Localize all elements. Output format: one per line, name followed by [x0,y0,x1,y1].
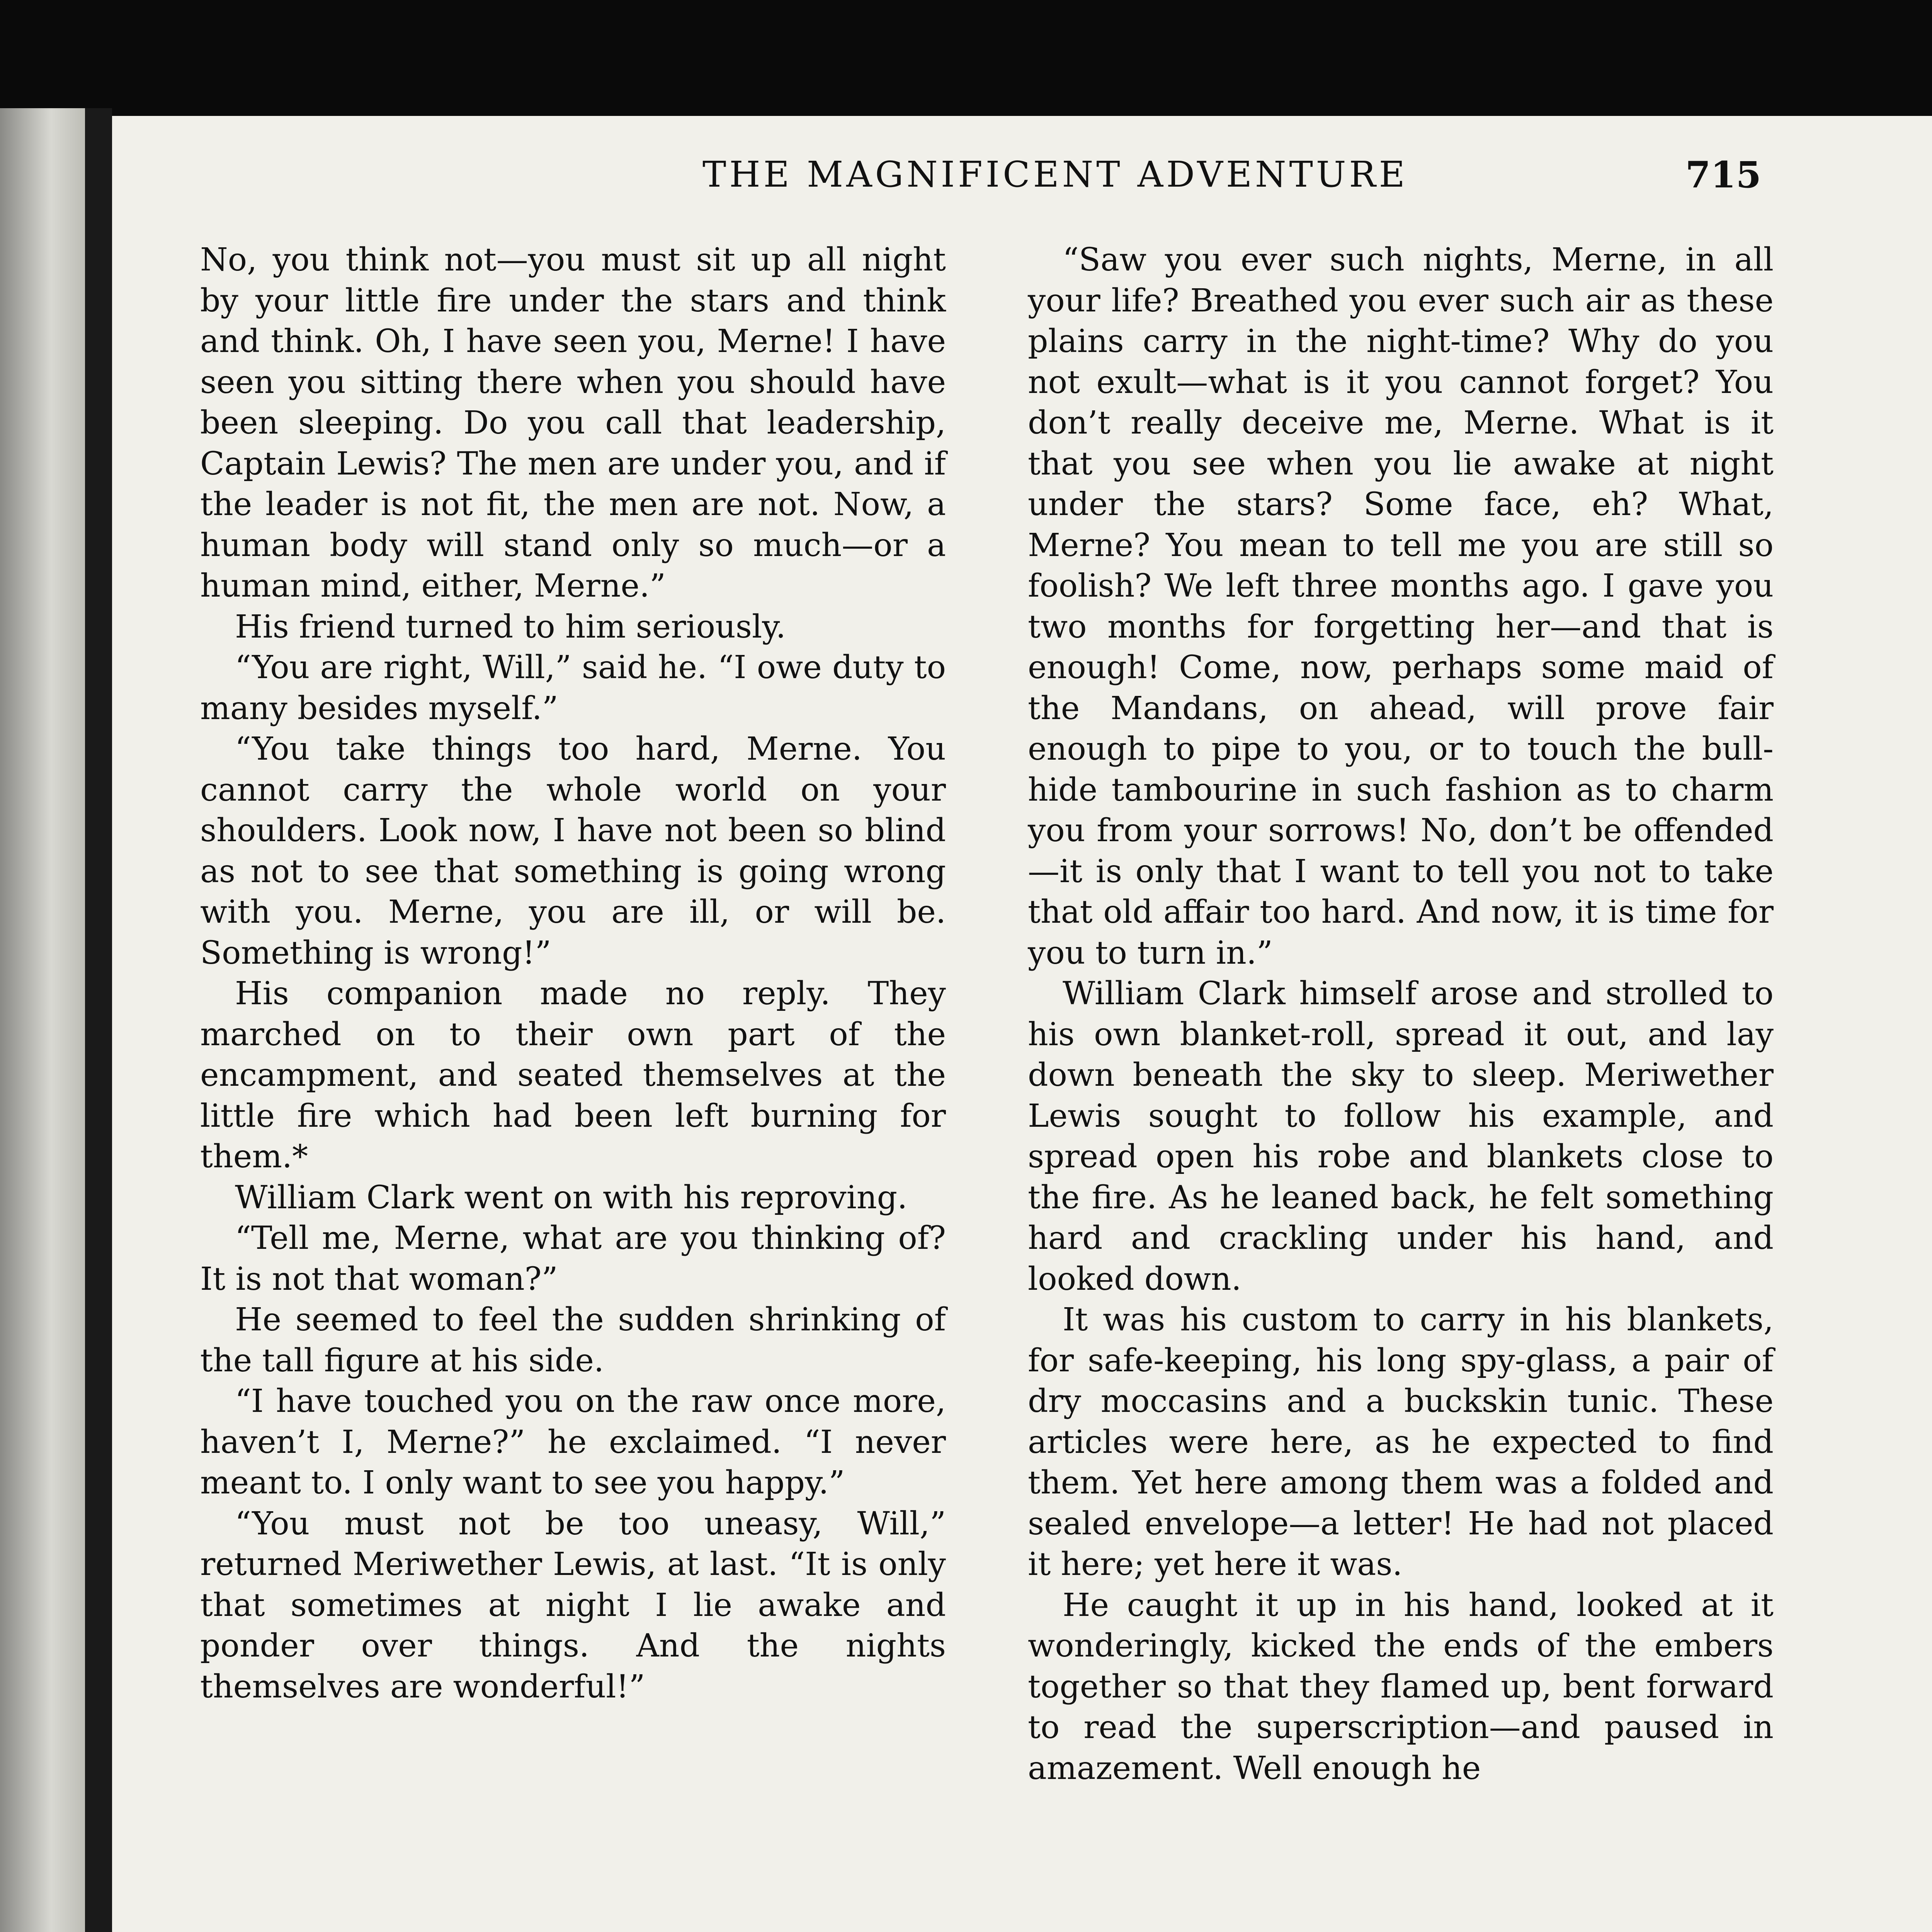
paragraph: No, you think not—you must sit up all night by your little fire under the stars and think and think. Oh, I have seen you, Merne! I have seen you sitting there when you should have been sleeping. Do you call that leadership, Captain Lewis? The men are under you, and if the leader is not fit, the men are not. Now, a human body will stand only so much—or a human mind, either, Merne.” [200,242,946,604]
paragraph: He seemed to feel the sudden shrinking of the tall figure at his side. [200,1301,946,1379]
paragraph: His companion made no reply. They marched on to their own part of the encampment, and seated themselves at the little fire which had been left burning for them.* [200,975,946,1175]
page-header [200,154,1761,216]
paragraph: His friend turned to him seriously. [235,608,786,645]
paragraph: “You take things too hard, Merne. You cannot carry the whole world on your shoulders. Look now, I have not been so blind as not to see that something is going wrong with you. Merne, you are ill, or will be. Something is wrong!” [200,731,946,971]
right-text-column [1028,240,1774,1789]
paragraph: “Saw you ever such nights, Merne, in all your life? Breathed you ever such air as these plains carry in the night-time? Why do you not exult—what is it you cannot forget? You don’t really deceive me, Merne. What is it that you see when you lie awake at night under the stars? Some face, eh? What, Merne? You mean to tell me you are still so foolish? We left three months ago. I gave you two months for forgetting her—and that is enough! Come, now, perhaps some maid of the Mandans, on ahead, will prove fair enough to pipe to you, or to touch the bull-hide tambourine in such fashion as to charm you from your sorrows! No, don’t be offended—it is only that I want to tell you not to take that old affair too hard. And now, it is time for you to turn in.” [1028,242,1774,971]
paragraph: William Clark went on with his reproving. [235,1179,908,1216]
paragraph: “You must not be too uneasy, Will,” returned Meriwether Lewis, at last. “It is only that sometimes at night I lie awake and ponder over things. And the nights themselves are wonderful!” [200,1505,946,1705]
paragraph: William Clark himself arose and strolled to his own blanket-roll, spread it out, and lay down beneath the sky to sleep. Meriwether Lewis sought to follow his example, and spread open his robe and blankets close to the fire. As he leaned back, he felt something hard and crackling under his hand, and looked down. [1028,975,1774,1298]
paragraph: It was his custom to carry in his blankets, for safe-keeping, his long spy-glass, a pair of dry moccasins and a buckskin tunic. These articles were here, as he expected to find them. Yet here among them was a folded and sealed envelope—a letter! He had not placed it here; yet here it was. [1028,1301,1774,1583]
paragraph: “I have touched you on the raw once more, haven’t I, Merne?” he exclaimed. “I never meant to. I only want to see you happy.” [200,1383,946,1501]
left-text-column [200,240,946,1707]
running-title: THE MAGNIFICENT ADVENTURE [702,154,1408,195]
paragraph: “Tell me, Merne, what are you thinking of? It is not that woman?” [200,1220,946,1298]
page-number: 715 [1685,154,1761,196]
left-page-edge [0,108,85,1932]
paragraph: He caught it up in his hand, looked at it wonderingly, kicked the ends of the embers together so that they flamed up, bent forward to read the superscription—and paused in amazement. Well enough he [1028,1587,1774,1787]
paragraph: “You are right, Will,” said he. “I owe duty to many besides myself.” [200,649,946,727]
book-spine-gap [85,108,112,1932]
